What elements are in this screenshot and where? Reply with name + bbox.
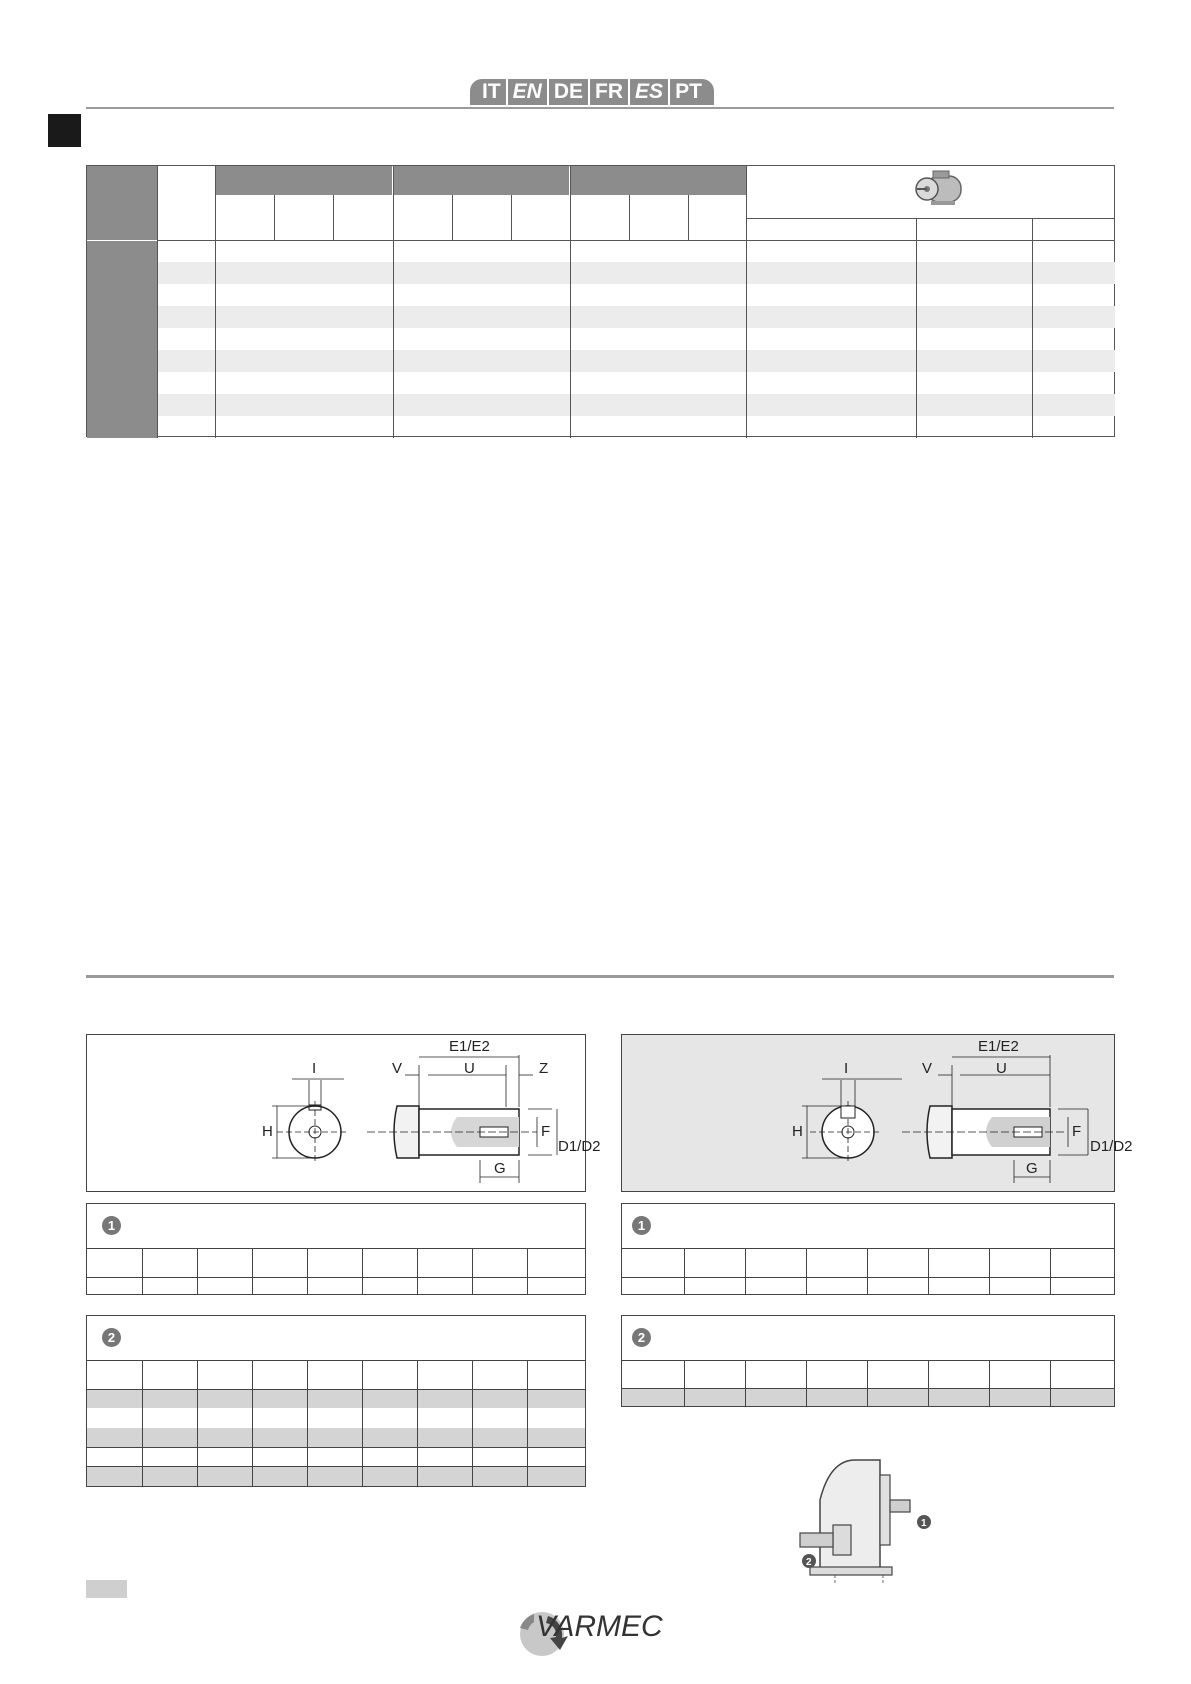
dim-u-label: U xyxy=(464,1060,475,1077)
dim-z-label: Z xyxy=(539,1060,549,1077)
table-vline xyxy=(362,1248,363,1295)
table-vline xyxy=(274,195,275,240)
table-vline xyxy=(745,1248,746,1295)
table-hline xyxy=(622,1248,1114,1249)
dim-i-label: I xyxy=(844,1060,849,1077)
table-hline xyxy=(87,1466,585,1467)
table-input-right xyxy=(621,1315,1115,1407)
gearbox-badge-1: 1 xyxy=(921,1518,927,1529)
badge-1: 1 xyxy=(102,1216,121,1235)
lang-tab-de[interactable]: DE xyxy=(549,79,590,105)
mid-rule xyxy=(86,975,1114,978)
table-output-left xyxy=(86,1203,586,1295)
gearbox-illustration xyxy=(795,1455,945,1585)
table-vline xyxy=(393,166,394,438)
dim-f-label: F xyxy=(1072,1123,1082,1140)
table-vline xyxy=(157,166,158,438)
main-table xyxy=(86,165,1115,437)
table-vline xyxy=(527,1360,528,1487)
table-body xyxy=(158,240,1115,437)
table-vline xyxy=(215,166,216,438)
table-vline xyxy=(745,1360,746,1407)
table-row xyxy=(87,1389,585,1408)
table-row xyxy=(158,350,1115,372)
table-vline xyxy=(806,1248,807,1295)
lang-tab-it[interactable]: IT xyxy=(470,79,508,105)
table-vline xyxy=(928,1248,929,1295)
shaft-drawing-left-svg xyxy=(87,1035,601,1191)
dim-g-label: G xyxy=(494,1160,506,1177)
table-vline xyxy=(197,1248,198,1295)
table-row xyxy=(158,306,1115,328)
table-output-right xyxy=(621,1203,1115,1295)
table-vline xyxy=(142,1248,143,1295)
badge-2: 2 xyxy=(102,1328,121,1347)
dim-f-label: F xyxy=(541,1123,551,1140)
table-vline xyxy=(417,1248,418,1295)
table-vline xyxy=(989,1248,990,1295)
shaft-drawing-left xyxy=(86,1034,601,1192)
dim-g-label: G xyxy=(1026,1160,1038,1177)
top-rule xyxy=(86,107,1114,109)
table-vline xyxy=(746,166,747,438)
table-input-left xyxy=(86,1315,586,1487)
table-vline xyxy=(570,166,571,438)
table-vline xyxy=(307,1360,308,1487)
section-marker xyxy=(48,114,81,147)
shaft-drawing-right xyxy=(621,1034,1133,1192)
table-group-header xyxy=(394,166,569,195)
table-hline xyxy=(87,1389,585,1390)
table-hline xyxy=(87,1447,585,1448)
table-vline xyxy=(684,1360,685,1407)
dim-d-label: D1/D2 xyxy=(1090,1138,1133,1155)
table-row xyxy=(158,394,1115,416)
table-vline xyxy=(417,1360,418,1487)
table-hline xyxy=(87,1248,585,1249)
table-vline xyxy=(629,195,630,240)
table-vline xyxy=(527,1248,528,1295)
table-hline xyxy=(157,240,1115,241)
brand-name: VARMEC xyxy=(536,1610,663,1643)
table-vline xyxy=(867,1360,868,1407)
gearbox-badge-2: 2 xyxy=(806,1557,812,1568)
table-vline xyxy=(916,218,917,438)
page-number-chip xyxy=(86,1580,127,1598)
table-group-header xyxy=(571,166,746,195)
table-size-column xyxy=(87,166,158,438)
lang-tab-pt[interactable]: PT xyxy=(670,79,714,105)
table-vline xyxy=(867,1248,868,1295)
lang-tab-es[interactable]: ES xyxy=(630,79,670,105)
table-vline xyxy=(688,195,689,240)
table-vline xyxy=(142,1360,143,1487)
table-vline xyxy=(197,1360,198,1487)
dim-u-label: U xyxy=(996,1060,1007,1077)
table-hline xyxy=(622,1360,1114,1361)
dim-h-label: H xyxy=(792,1123,803,1140)
shaft-drawing-right-svg xyxy=(622,1035,1133,1191)
language-tabs xyxy=(470,79,714,105)
electric-motor-icon xyxy=(913,170,971,210)
table-vline xyxy=(684,1248,685,1295)
table-hline xyxy=(87,1277,585,1278)
table-vline xyxy=(472,1360,473,1487)
dim-i-label: I xyxy=(312,1060,317,1077)
table-vline xyxy=(511,195,512,240)
badge-1: 1 xyxy=(632,1216,651,1235)
table-vline xyxy=(1050,1248,1051,1295)
dim-e-label: E1/E2 xyxy=(449,1038,490,1055)
table-vline xyxy=(307,1248,308,1295)
dim-v-label: V xyxy=(392,1060,403,1077)
table-vline xyxy=(362,1360,363,1487)
table-vline xyxy=(333,195,334,240)
table-vline xyxy=(989,1360,990,1407)
table-group-header xyxy=(216,166,392,195)
dim-d-label: D1/D2 xyxy=(558,1138,601,1155)
table-row xyxy=(158,262,1115,284)
table-row xyxy=(87,1466,585,1486)
table-row xyxy=(622,1388,1114,1406)
badge-2: 2 xyxy=(632,1328,651,1347)
table-vline xyxy=(252,1360,253,1487)
table-vline xyxy=(1050,1360,1051,1407)
table-vline xyxy=(928,1360,929,1407)
table-row xyxy=(87,1428,585,1447)
table-hline xyxy=(87,1360,585,1361)
table-hline xyxy=(622,1277,1114,1278)
table-vline xyxy=(806,1360,807,1407)
table-vline xyxy=(252,1248,253,1295)
lang-tab-en[interactable]: EN xyxy=(508,79,549,105)
table-vline xyxy=(452,195,453,240)
lang-tab-fr[interactable]: FR xyxy=(590,79,630,105)
table-hline xyxy=(746,218,1115,219)
dim-h-label: H xyxy=(262,1123,273,1140)
table-divider xyxy=(87,240,158,241)
table-vline xyxy=(472,1248,473,1295)
dim-v-label: V xyxy=(922,1060,933,1077)
table-vline xyxy=(1032,218,1033,438)
dim-e-label: E1/E2 xyxy=(978,1038,1019,1055)
table-hline xyxy=(622,1388,1114,1389)
